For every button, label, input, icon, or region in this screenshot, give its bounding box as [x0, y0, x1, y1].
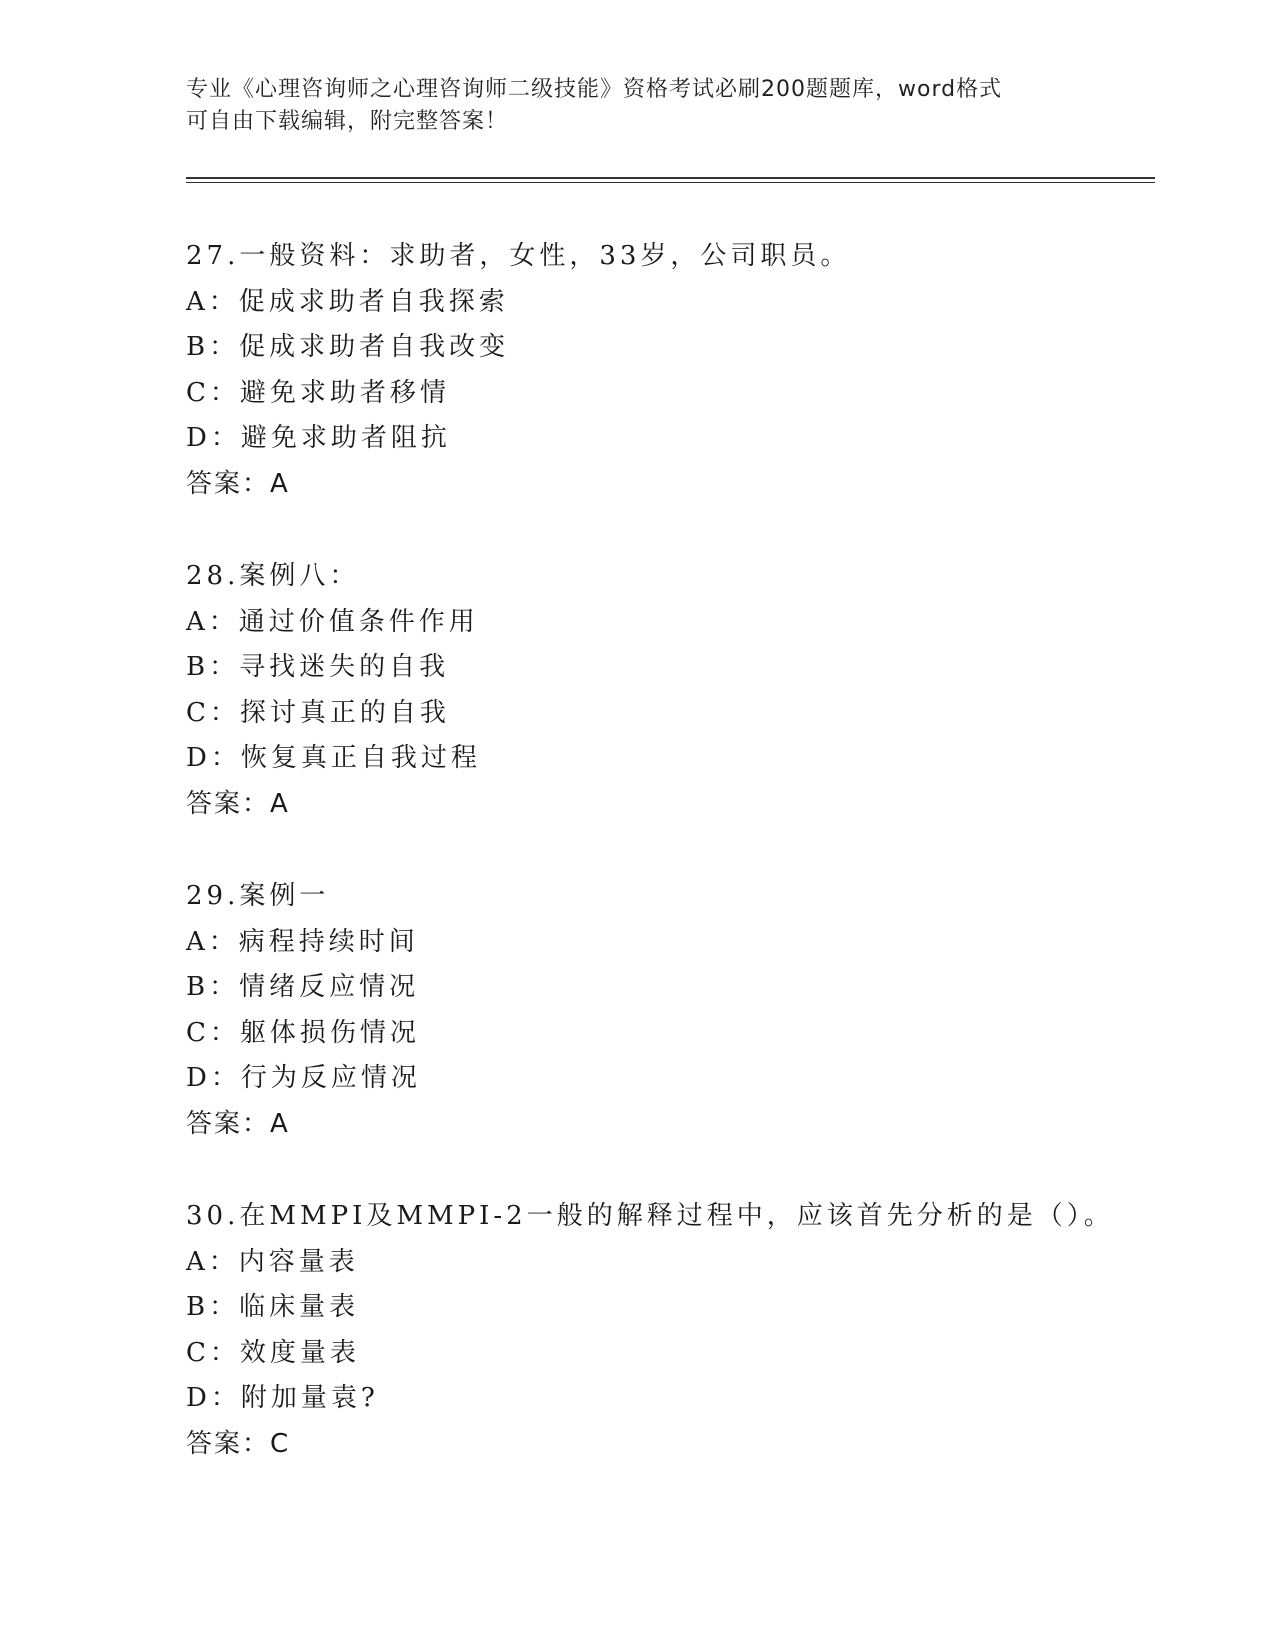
- option-c: C：避免求助者移情: [186, 377, 450, 408]
- answer-line: 答案：A: [186, 788, 290, 819]
- document-header: [186, 74, 1086, 138]
- option-d: D：附加量袁?: [186, 1383, 379, 1413]
- question-30: [186, 1194, 1186, 1467]
- option-c: C：躯体损伤情况: [186, 1017, 420, 1048]
- option-b: B：促成求助者自我改变: [186, 332, 510, 362]
- header-line-2: 可自由下载编辑，附完整答案！: [186, 109, 509, 134]
- question-stem: 28.案例八：: [186, 561, 360, 591]
- option-a: A：通过价值条件作用: [186, 606, 479, 637]
- header-divider-thin: [186, 182, 1155, 183]
- answer-line: 答案：A: [186, 468, 290, 499]
- option-b: B：情绪反应情况: [186, 972, 420, 1002]
- option-c: C：探讨真正的自我: [186, 697, 450, 728]
- answer-line: 答案：C: [186, 1428, 291, 1459]
- question-27: [186, 234, 1186, 507]
- option-a: A：促成求助者自我探索: [186, 286, 509, 317]
- question-stem: 29.案例一: [186, 881, 330, 911]
- header-line-1: 专业《心理咨询师之心理咨询师二级技能》资格考试必刷200题题库，word格式: [186, 77, 1003, 102]
- option-b: B：临床量表: [186, 1292, 360, 1322]
- option-a: A：病程持续时间: [186, 926, 419, 957]
- question-stem: 27.一般资料：求助者，女性，33岁，公司职员。: [186, 241, 851, 271]
- question-28: [186, 554, 1186, 827]
- option-d: D：避免求助者阻抗: [186, 423, 451, 453]
- question-stem: 30.在MMPI及MMPI-2一般的解释过程中，应该首先分析的是（）。: [186, 1201, 1114, 1231]
- header-divider: [186, 177, 1155, 179]
- answer-line: 答案：A: [186, 1108, 290, 1139]
- option-b: B：寻找迷失的自我: [186, 652, 450, 682]
- option-c: C：效度量表: [186, 1337, 360, 1368]
- option-a: A：内容量表: [186, 1246, 359, 1277]
- question-list: [186, 234, 1186, 1514]
- option-d: D：行为反应情况: [186, 1063, 421, 1093]
- option-d: D：恢复真正自我过程: [186, 743, 481, 773]
- question-29: [186, 874, 1186, 1147]
